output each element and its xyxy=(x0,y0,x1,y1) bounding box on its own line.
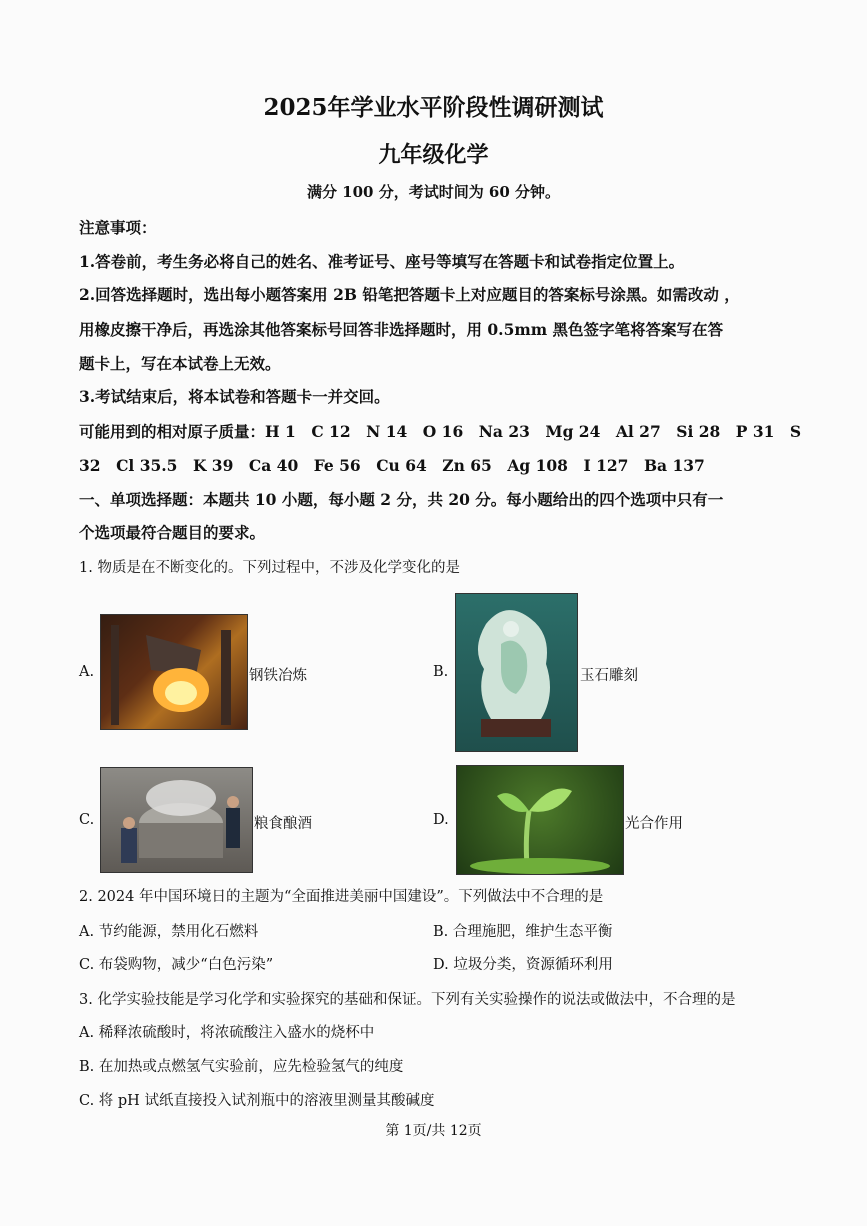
q1-option-d-label: 光合作用 xyxy=(625,816,683,832)
q2-option-d: D. 垃圾分类，资源循环利用 xyxy=(433,957,613,973)
q3-stem: 3. 化学实验技能是学习化学和实验探究的基础和保证。下列有关实验操作的说法或做法中，不合理的是 xyxy=(79,992,736,1008)
q2-option-b: B. 合理施肥，维护生态平衡 xyxy=(433,924,613,940)
exam-title: 2025年学业水平阶段性调研测试 xyxy=(263,94,604,121)
note-2-line-1: 2.回答选择题时，选出每小题答案用 2B 铅笔把答题卡上对应题目的答案标号涂黑。如需改动 ， xyxy=(79,285,740,304)
note-2-line-3: 题卡上，写在本试卷上无效。 xyxy=(79,354,281,373)
q2-option-c: C. 布袋购物，减少“白色污染” xyxy=(79,957,274,973)
note-1: 1.答卷前，考生务必将自己的姓名、准考证号、座号等填写在答题卡和试卷指定位置上。 xyxy=(79,252,685,271)
note-3: 3.考试结束后，将本试卷和答题卡一并交回。 xyxy=(79,387,390,406)
exam-meta: 满分 100 分，考试时间为 60 分钟。 xyxy=(306,183,561,201)
section-1-line-1: 一、单项选择题：本题共 10 小题，每小题 2 分，共 20 分。每小题给出的四个选项中只有一 xyxy=(79,490,724,509)
atomic-mass-line-1: 可能用到的相对原子质量：H 1 C 12 N 14 O 16 Na 23 Mg 24 Al 27 Si 28 P 31 S xyxy=(79,422,802,441)
photosynthesis-sprout-image xyxy=(456,765,624,875)
q3-option-c: C. 将 pH 试纸直接投入试剂瓶中的溶液里测量其酸碱度 xyxy=(79,1093,435,1109)
q3-option-a: A. 稀释浓硫酸时，将浓硫酸注入盛水的烧杯中 xyxy=(79,1025,375,1041)
section-1-line-2: 个选项最符合题目的要求。 xyxy=(79,523,266,542)
q1-option-b-letter: B. xyxy=(433,664,449,680)
q1-option-c-label: 粮食酿酒 xyxy=(254,816,312,832)
jade-carving-image xyxy=(455,593,578,752)
q3-option-b: B. 在加热或点燃氢气实验前，应先检验氢气的纯度 xyxy=(79,1059,404,1075)
exam-subject: 九年级化学 xyxy=(378,142,489,168)
q1-option-a-label: 钢铁冶炼 xyxy=(249,668,307,684)
steel-smelting-image xyxy=(100,614,248,730)
q1-stem: 1. 物质是在不断变化的。下列过程中，不涉及化学变化的是 xyxy=(79,560,460,576)
q2-option-a: A. 节约能源，禁用化石燃料 xyxy=(79,924,259,940)
q1-option-b-label: 玉石雕刻 xyxy=(580,668,638,684)
notes-heading: 注意事项： xyxy=(79,218,157,237)
q2-stem: 2. 2024 年中国环境日的主题为“全面推进美丽中国建设”。下列做法中不合理的是 xyxy=(79,889,604,905)
page-number: 第 1页/共 12页 xyxy=(385,1123,482,1139)
note-2-line-2: 用橡皮擦干净后，再选涂其他答案标号回答非选择题时，用 0.5mm 黑色签字笔将答案写在答 xyxy=(79,320,724,339)
atomic-mass-line-2: 32 Cl 35.5 K 39 Ca 40 Fe 56 Cu 64 Zn 65 Ag 108 I 127 Ba 137 xyxy=(79,456,705,475)
q1-option-d-letter: D. xyxy=(433,812,449,828)
q1-option-c-letter: C. xyxy=(79,812,95,828)
grain-brewing-image xyxy=(100,767,253,873)
q1-option-a-letter: A. xyxy=(79,664,95,680)
